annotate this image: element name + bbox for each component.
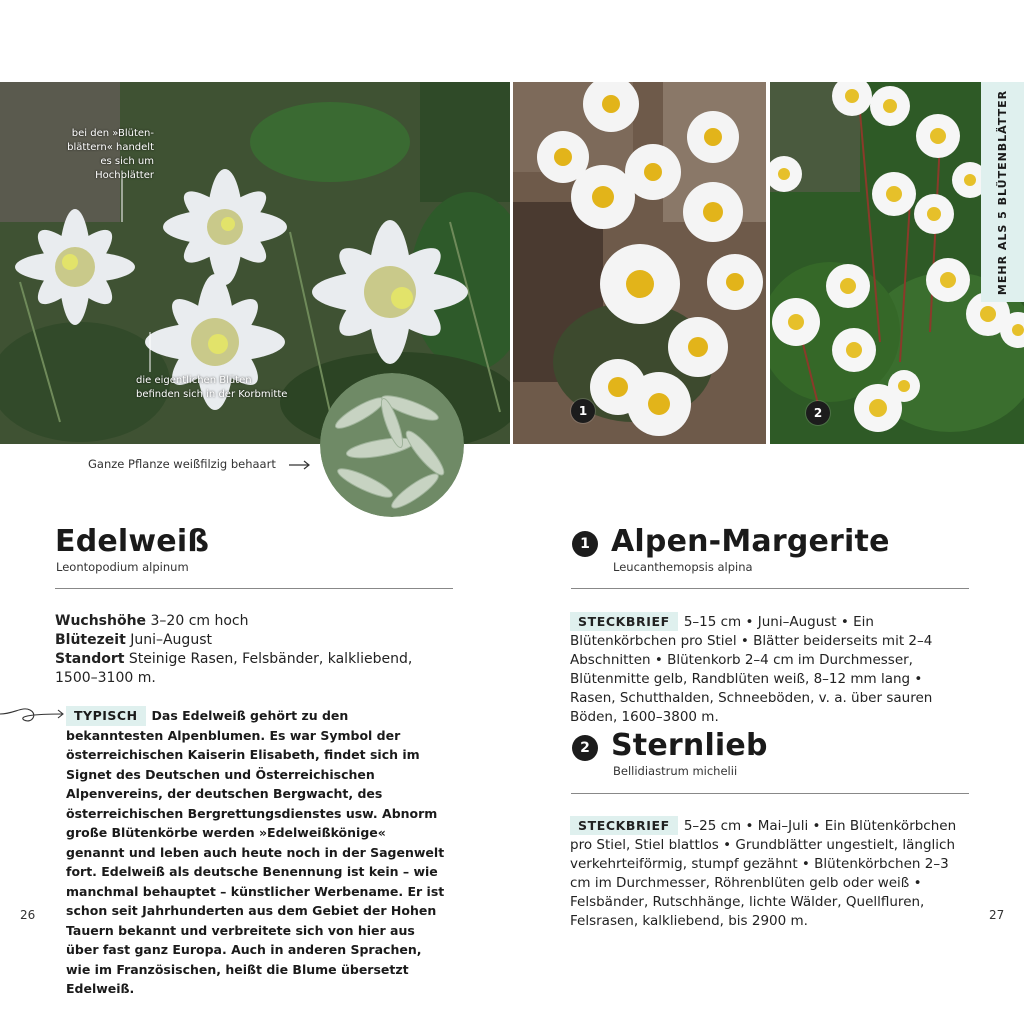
flowers-annotation: die eigentlichen Blüten befinden sich in der Korbmitte [136, 375, 288, 400]
steckbrief-text-1: 5–15 cm • Juni–August • Ein Blütenkörbchen pro Stiel • Blätter beiderseits mit 2–4 Abschnitten • Blütenkorb 2–4 cm im Durchmesser, Blütenmitte gelb, Randblüten weiß, 8–12 mm lang • Rasen, Schutthalden, Schneeböden, v. a. über sauren Böden, 1600–3800 m. [570, 614, 933, 725]
arrow-right-icon [288, 459, 312, 471]
photo-badge-2: 2 [806, 401, 830, 425]
sternlieb-steckbrief [570, 816, 970, 931]
photo-badge-1: 1 [571, 399, 595, 423]
alpen-margerite-title: Alpen-Margerite [611, 524, 890, 559]
left-divider [55, 588, 453, 589]
typisch-text: Das Edelweiß gehört zu den bekanntesten Alpenblumen. Es war Symbol der österreichischen Kaiserin Elisabeth, findet sich im Signet des Deutschen und Österreichischen Alpenvereins, der deutschen Bergwacht, des österreichischen Bergrettungsdienstes usw. Abnorm große Blütenkörbe werden »Edelweißkönige« genannt und leben auch heute noch in der Sagenwelt fort. Edelweiß als deutsche Benennung ist kein – wie manchmal behauptet – künstlicher Werbename. Er ist schon seit Jahrhunderten aus dem Gebiet der Hohen Tauern bekannt und verbreitete sich von hier aus über fast ganz Europa. Auch in anderen Sprachen, wie im Französischen, heißt die Blume übersetzt Edelweiß. [66, 708, 445, 996]
fact-height: Wuchshöhe 3–20 cm hoch [55, 613, 249, 629]
steckbrief-label-1: STECKBRIEF [570, 612, 678, 631]
typisch-pointer-icon [0, 702, 70, 728]
right-divider-1 [571, 588, 969, 589]
section-side-tab [981, 82, 1024, 302]
side-tab-label: MEHR ALS 5 BLÜTENBLÄTTER [996, 89, 1009, 295]
edelweiss-facts [55, 612, 453, 688]
sternlieb-title: Sternlieb [611, 728, 768, 763]
plant-detail-caption: Ganze Pflanze weißfilzig behaart [88, 457, 276, 471]
bracts-annotation: bei den »Blüten-blättern« handelt es sich um Hochblätter [67, 128, 154, 181]
alpen-margerite-steckbrief [570, 612, 970, 727]
page-number-right: 27 [989, 908, 1005, 922]
steckbrief-label-2: STECKBRIEF [570, 816, 678, 835]
edelweiss-title: Edelweiß [55, 524, 210, 559]
steckbrief-text-2: 5–25 cm • Mai–Juli • Ein Blütenkörbchen pro Stiel, Stiel blattlos • Grundblätter ungestielt, länglich verkehrteiförmig, stumpf gezähnt • Blütenkörbchen 2–3 cm im Durchmesser, Röhrenblüten gelb oder weiß • Felsbänder, Rutschhänge, lichte Wälder, Quellfluren, Felsrasen, kalkliebend, bis 2900 m. [570, 818, 957, 929]
typisch-label: TYPISCH [66, 706, 146, 726]
page-number-left: 26 [20, 908, 36, 922]
typisch-paragraph [66, 706, 448, 999]
alpen-margerite-latin-name: Leucanthemopsis alpina [613, 560, 753, 574]
sternlieb-latin-name: Bellidiastrum michelii [613, 764, 738, 778]
edelweiss-latin-name: Leontopodium alpinum [56, 560, 189, 574]
species-number-2: 2 [572, 735, 598, 761]
fact-bloom: Blütezeit Juni–August [55, 632, 212, 648]
species-number-1: 1 [572, 531, 598, 557]
right-divider-2 [571, 793, 969, 794]
plant-detail-photo [320, 373, 464, 517]
alpen-margerite-photo [513, 82, 766, 444]
fact-habitat: Standort Steinige Rasen, Felsbänder, kalkliebend, 1500–3100 m. [55, 651, 413, 686]
